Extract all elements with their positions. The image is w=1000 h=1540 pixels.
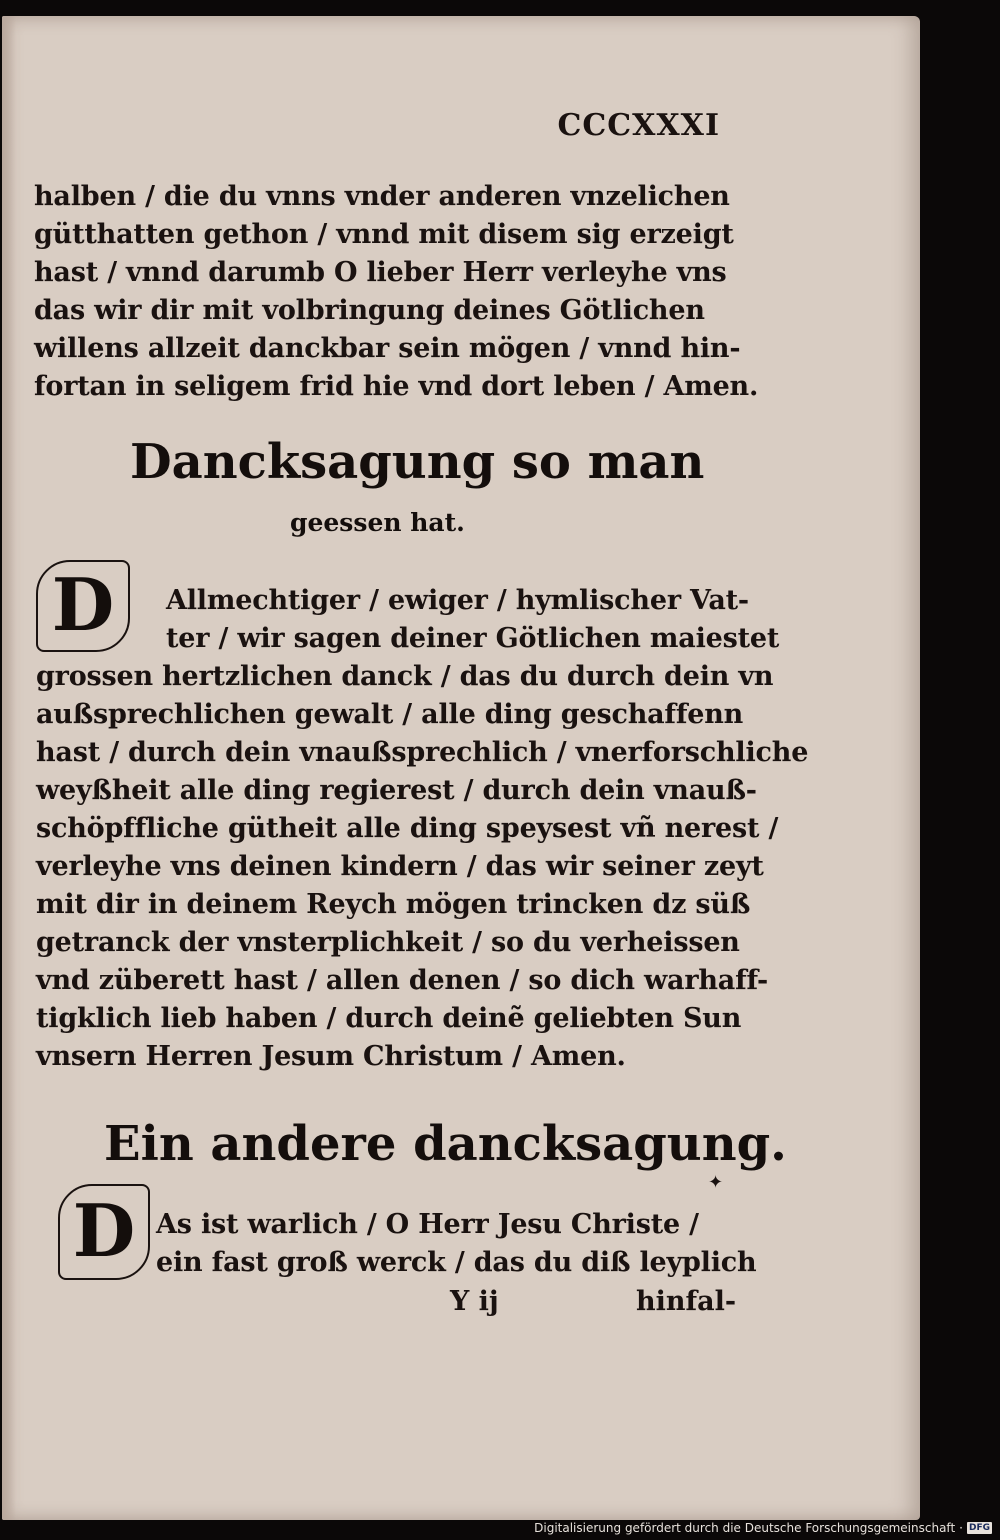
decorated-initial: D (36, 560, 130, 652)
text-line: hast / durch dein vnaußsprechlich / vnerforschliche (36, 737, 809, 768)
text-line: grossen hertzlichen danck / das du durch dein vn (36, 661, 774, 692)
text-line: weyßheit alle ding regierest / durch dein vnauß- (36, 775, 757, 806)
book-page (2, 16, 920, 1520)
text-line: getranck der vnsterplichkeit / so du verheissen (36, 927, 740, 958)
dfg-logo-icon: DFG (968, 1523, 990, 1533)
text-line: schöpffliche gütheit alle ding speysest vñ nerest / (36, 813, 779, 844)
text-line: halben / die du vnns vnder anderen vnzelichen (34, 181, 730, 212)
page-number: CCCXXXI (557, 108, 720, 143)
text-line: ter / wir sagen deiner Götlichen maiestet (166, 623, 780, 654)
catchword: hinfal- (636, 1286, 737, 1317)
text-line: Allmechtiger / ewiger / hymlischer Vat- (166, 585, 749, 616)
section-heading-second: Ein andere dancksagung. (104, 1116, 787, 1172)
text-line: verleyhe vns deinen kindern / das wir seiner zeyt (36, 851, 764, 882)
paragraph-thanksgiving (36, 582, 808, 1076)
ornament-mark: ✦ (708, 1172, 724, 1193)
section-heading-subtitle: geessen hat. (290, 508, 465, 537)
paragraph-second-thanksgiving (36, 1206, 756, 1282)
text-line: tigklich lieb haben / durch deinẽ geliebten Sun (36, 1003, 742, 1034)
paragraph-prayer-ending (34, 178, 758, 406)
text-line: willens allzeit danckbar sein mögen / vnnd hin- (34, 333, 741, 364)
text-line: As ist warlich / O Herr Jesu Christe / (156, 1209, 699, 1240)
text-line: ein fast groß werck / das du diß leyplich (156, 1247, 757, 1278)
text-line: außsprechlichen gewalt / alle ding geschaffenn (36, 699, 744, 730)
credit-text: Digitalisierung gefördert durch die Deutsche Forschungsgemeinschaft (534, 1521, 956, 1535)
text-line: fortan in seligem frid hie vnd dort leben / Amen. (34, 371, 759, 402)
section-heading: Dancksagung so man (130, 434, 705, 490)
signature-mark: Y ij (450, 1286, 499, 1317)
text-line: vnd züberett hast / allen denen / so dich warhaff- (36, 965, 768, 996)
text-line: vnsern Herren Jesum Christum / Amen. (36, 1041, 626, 1072)
decorated-initial-second: D (58, 1184, 150, 1280)
text-line: das wir dir mit volbringung deines Götlichen (34, 295, 705, 326)
credit-separator: · (959, 1521, 963, 1535)
text-line: gütthatten gethon / vnnd mit disem sig erzeigt (34, 219, 734, 250)
text-line: hast / vnnd darumb O lieber Herr verleyhe vns (34, 257, 727, 288)
digitization-credit (534, 1518, 992, 1538)
text-line: mit dir in deinem Reych mögen trincken dz süß (36, 889, 751, 920)
